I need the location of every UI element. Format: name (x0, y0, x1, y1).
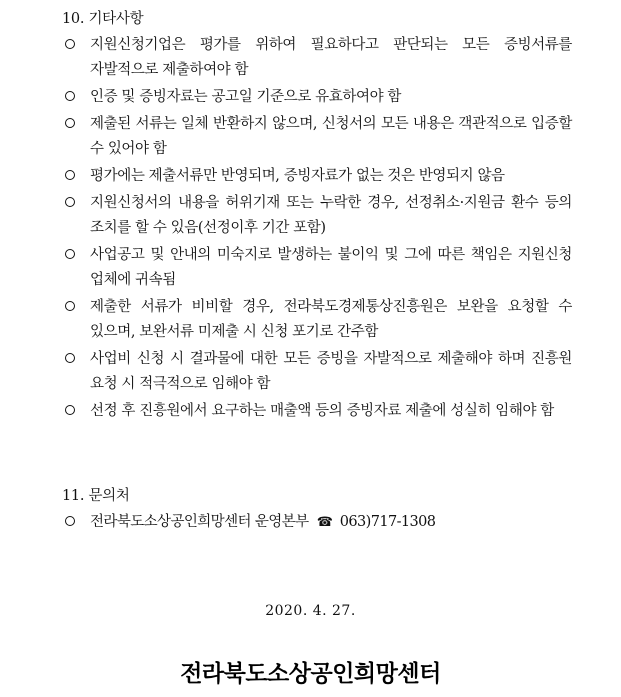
organization-name: 전라북도소상공인희망센터 (180, 661, 441, 687)
list-item: 제출한 서류가 비비할 경우, 전라북도경제통상진흥원은 보완을 요청할 수 있으며, 보완서류 미제출 시 신청 포기로 간주함 (62, 295, 572, 345)
contact-item (62, 510, 572, 535)
circle-bullet-icon (65, 197, 75, 207)
list-item: 사업비 신청 시 결과물에 대한 모든 증빙을 자발적으로 제출해야 하며 진흥원 요청 시 적극적으로 임해야 함 (62, 347, 572, 397)
contact-phone: 063)717-1308 (339, 514, 436, 530)
list-item: 선정 후 진흥원에서 요구하는 매출액 등의 증빙자료 제출에 성실히 임해야 함 (62, 399, 572, 424)
list-item: 제출된 서류는 일체 반환하지 않으며, 신청서의 모든 내용은 객관적으로 입증할 수 있어야 함 (62, 112, 572, 162)
list-item: 사업공고 및 안내의 미숙지로 발생하는 불이익 및 그에 따른 책임은 지원신청 업체에 귀속됨 (62, 243, 572, 293)
section-contact (62, 485, 572, 537)
document-date: 2020. 4. 27. (265, 603, 356, 619)
section-title-contact: 11. 문의처 (62, 488, 130, 504)
phone-icon: ☎ (316, 515, 333, 530)
circle-bullet-icon (65, 353, 75, 363)
circle-bullet-icon (65, 516, 75, 526)
circle-bullet-icon (65, 170, 75, 180)
contact-org: 전라북도소상공인희망센터 운영본부 (90, 514, 309, 530)
circle-bullet-icon (65, 91, 75, 101)
circle-bullet-icon (65, 118, 75, 128)
section-title-etc: 10. 기타사항 (62, 11, 144, 27)
circle-bullet-icon (65, 301, 75, 311)
circle-bullet-icon (65, 39, 75, 49)
list-item: 평가에는 제출서류만 반영되며, 증빙자료가 없는 것은 반영되지 않음 (62, 164, 572, 189)
list-item: 인증 및 증빙자료는 공고일 기준으로 유효하여야 함 (62, 85, 572, 110)
list-item: 지원신청서의 내용을 허위기재 또는 누락한 경우, 선정취소·지원금 환수 등의 조치를 할 수 있음(선정이후 기간 포함) (62, 191, 572, 241)
list-item: 지원신청기업은 평가를 위하여 필요하다고 판단되는 모든 증빙서류를 자발적으로 제출하여야 함 (62, 33, 572, 83)
circle-bullet-icon (65, 249, 75, 259)
circle-bullet-icon (65, 405, 75, 415)
section-etc (62, 8, 572, 426)
